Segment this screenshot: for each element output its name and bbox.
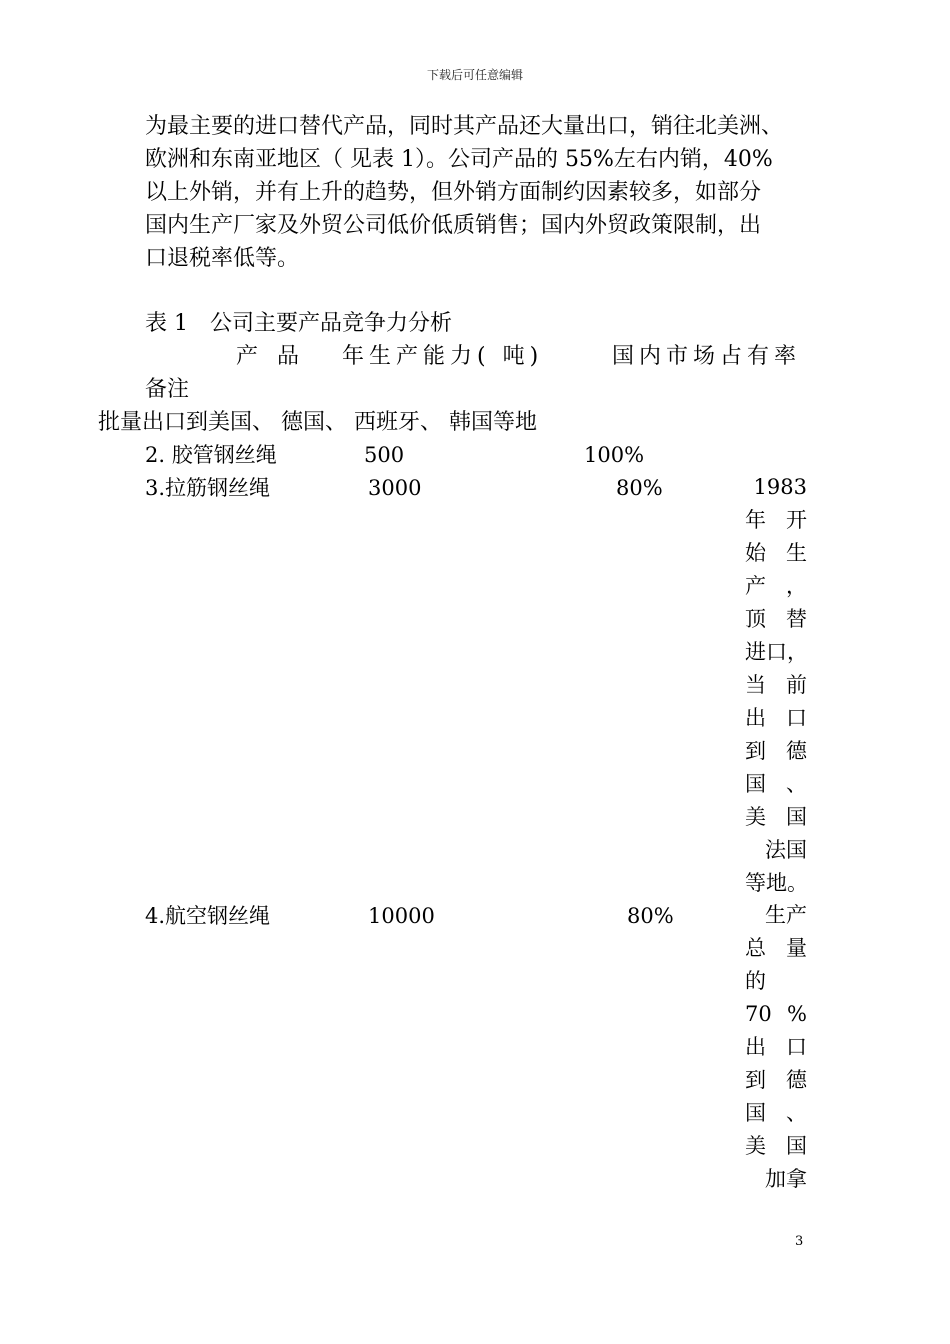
note-line: 美 国 bbox=[745, 1134, 807, 1158]
note-line: 当 前 bbox=[745, 673, 807, 697]
note-line: 70 % bbox=[745, 1002, 807, 1026]
paragraph-line: 口退税率低等。 bbox=[145, 246, 300, 271]
row-product: 2. 胶管钢丝绳 bbox=[145, 443, 277, 467]
note-line: 生产 bbox=[765, 903, 807, 927]
paragraph-line: 欧洲和东南亚地区（ 见表 1）。公司产品的 55%左右内销，40% bbox=[145, 147, 773, 172]
paragraph-line: 以上外销，并有上升的趋势，但外销方面制约因素较多，如部分 bbox=[145, 180, 762, 205]
note-line: 等地。 bbox=[745, 871, 808, 895]
note-line: 始 生 bbox=[745, 541, 807, 565]
note-line: 进口， bbox=[745, 640, 808, 664]
note-line: 顶 替 bbox=[745, 607, 807, 631]
note-line: 加拿 bbox=[765, 1167, 807, 1191]
continued-note: 批量出口到美国、 德国、 西班牙、 韩国等地 bbox=[98, 410, 537, 435]
row-note bbox=[745, 899, 807, 1196]
row-share: 80% bbox=[616, 476, 663, 500]
row-capacity: 500 bbox=[364, 443, 405, 467]
note-line: 产 ， bbox=[745, 574, 807, 598]
note-line: 1983 bbox=[753, 475, 807, 499]
row-share: 100% bbox=[584, 443, 645, 467]
paragraph-line: 国内生产厂家及外贸公司低价低质销售；国内外贸政策限制，出 bbox=[145, 213, 762, 238]
paragraph-line: 为最主要的进口替代产品，同时其产品还大量出口，销往北美洲、 bbox=[145, 114, 784, 139]
note-line: 美 国 bbox=[745, 805, 807, 829]
row-product: 3.拉筋钢丝绳 bbox=[145, 476, 271, 500]
note-line: 国 、 bbox=[745, 772, 807, 796]
note-line: 的 bbox=[745, 969, 766, 993]
row-capacity: 10000 bbox=[368, 904, 435, 928]
row-product: 4.航空钢丝绳 bbox=[145, 904, 271, 928]
page-header: 下载后可任意编辑 bbox=[426, 68, 523, 82]
page-number: 3 bbox=[795, 1234, 804, 1249]
note-line: 到 德 bbox=[745, 1068, 807, 1092]
row-capacity: 3000 bbox=[368, 476, 422, 500]
header-market-share: 国内市场占有率 bbox=[612, 344, 802, 369]
note-line: 年 开 bbox=[745, 508, 807, 532]
note-line: 国 、 bbox=[745, 1101, 807, 1125]
note-line: 出 口 bbox=[745, 706, 807, 730]
note-line: 到 德 bbox=[745, 739, 807, 763]
row-note bbox=[745, 471, 807, 900]
header-capacity: 年生产能力( 吨) bbox=[342, 344, 544, 369]
header-product: 产 品 bbox=[236, 344, 305, 369]
header-note: 备注 bbox=[145, 377, 190, 402]
note-line: 总 量 bbox=[745, 936, 807, 960]
row-share: 80% bbox=[627, 904, 674, 928]
note-line: 法国 bbox=[765, 838, 807, 862]
note-line: 出 口 bbox=[745, 1035, 807, 1059]
table-caption: 表 1 公司主要产品竞争力分析 bbox=[145, 311, 452, 336]
